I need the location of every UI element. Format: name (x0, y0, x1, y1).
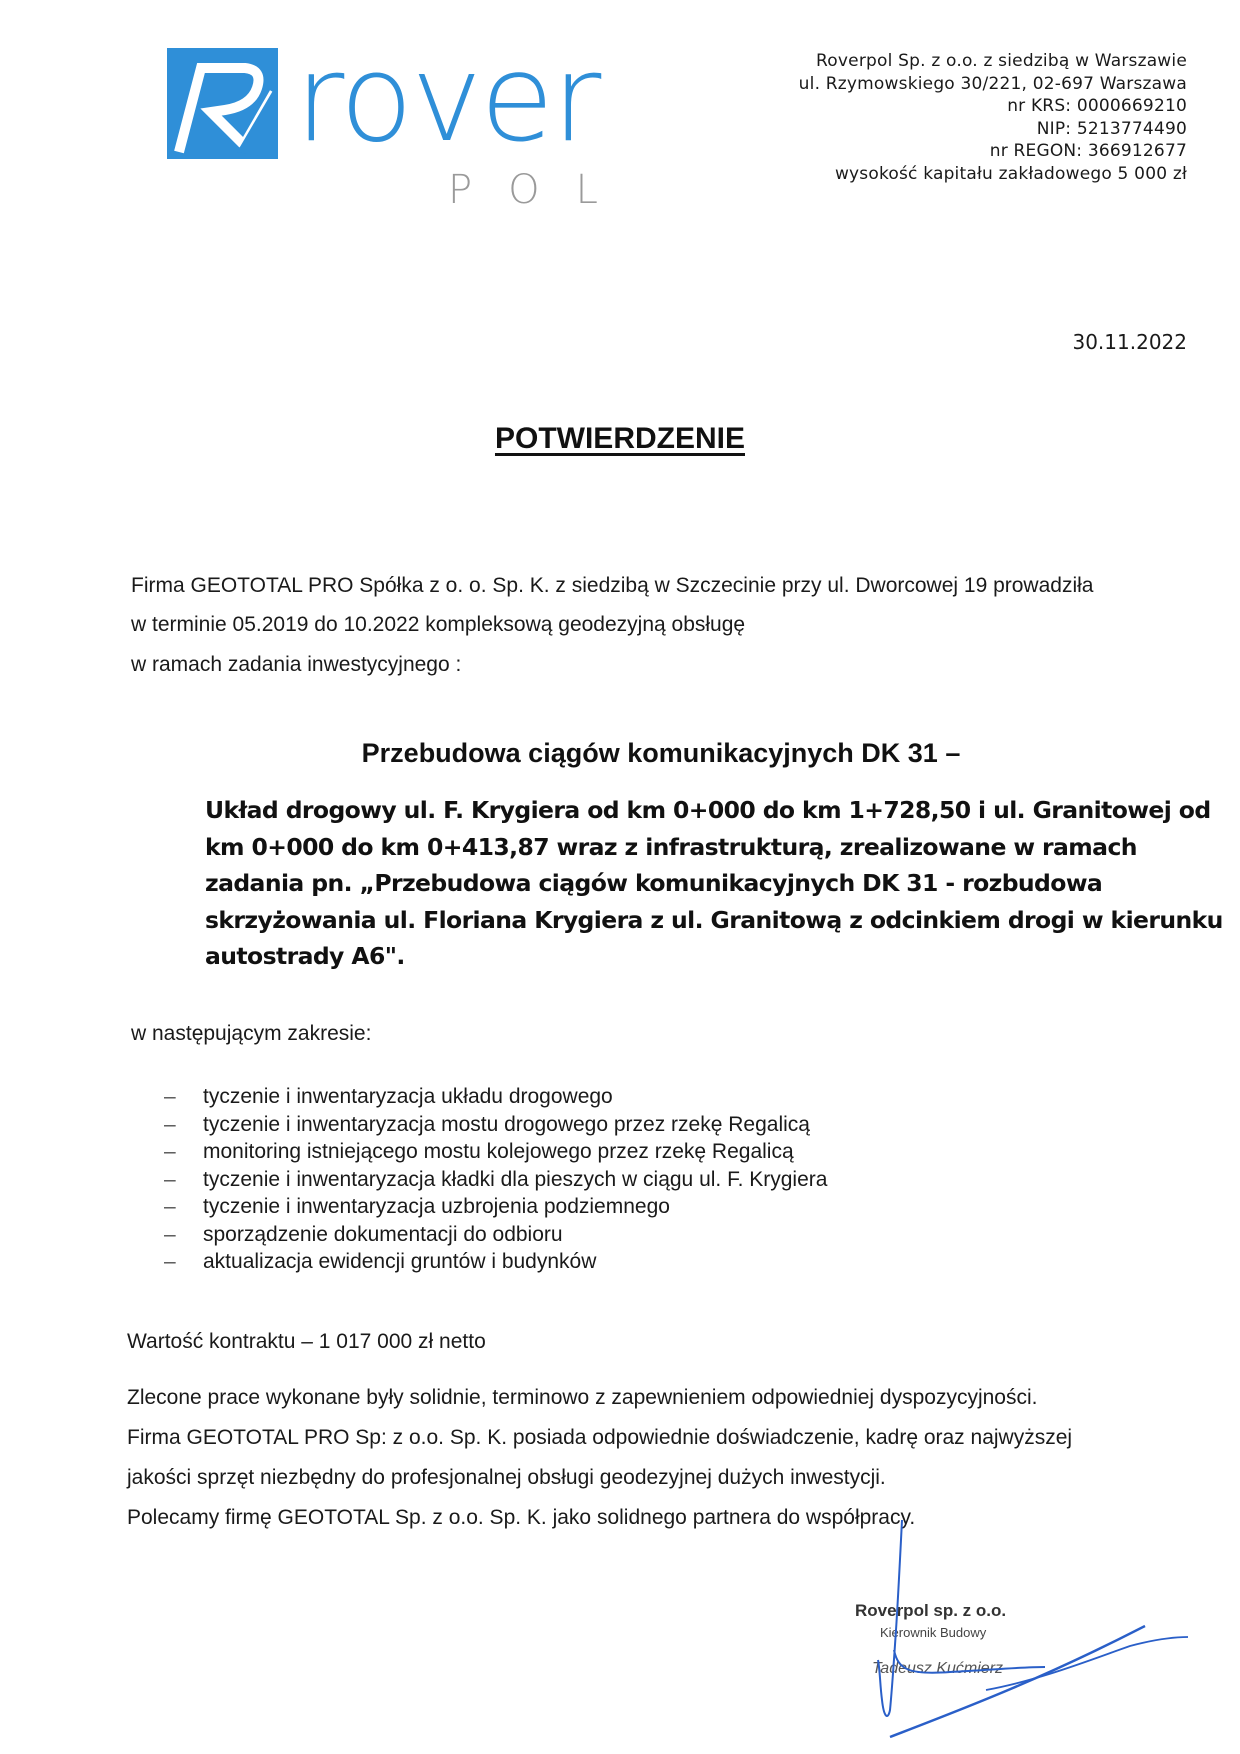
company-nip-line: NIP: 5213774490 (1036, 118, 1187, 139)
stamp-name: Tadeusz Kućmierz (872, 1660, 1004, 1677)
company-header (799, 50, 1187, 185)
logo-mark (167, 48, 278, 159)
dash-bullet-icon: – (164, 1140, 176, 1163)
intro-line-3: w ramach zadania inwestycyjnego : (131, 653, 462, 676)
project-desc-line: Układ drogowy ul. F. Krygiera od km 0+000 do km 1+728,50 i ul. Granitowej od (205, 796, 1211, 824)
company-krs-line: nr KRS: 0000669210 (1007, 96, 1187, 116)
project-desc-line: autostrady A6". (205, 942, 405, 970)
project-desc-line: km 0+000 do km 0+413,87 wraz z infrastrukturą, zrealizowane w ramach (205, 832, 1137, 861)
company-regon-line: nr REGON: 366912677 (989, 141, 1187, 161)
dash-bullet-icon: – (164, 1195, 176, 1218)
dash-bullet-icon: – (164, 1167, 176, 1191)
project-description (205, 792, 1223, 975)
document-date: 30.11.2022 (1072, 330, 1187, 354)
scope-label: w następującym zakresie: (131, 1022, 372, 1045)
dash-bullet-icon: – (164, 1250, 176, 1273)
project-desc-line: skrzyżowania ul. Floriana Krygiera z ul. Granitową z odcinkiem drogi w kierunku (205, 905, 1223, 934)
closing-line: Zlecone prace wykonane były solidnie, terminowo z zapewnieniem odpowiedniej dyspozycyjności. (127, 1386, 1038, 1409)
company-address-line: ul. Rzymowskiego 30/221, 02-697 Warszawa (798, 73, 1187, 94)
closing-line: jakości sprzęt niezbędny do profesjonalnej obsługi geodezyjnej dużych inwestycji. (127, 1466, 886, 1489)
company-name-line: Roverpol Sp. z o.o. z siedzibą w Warszawie (816, 51, 1187, 71)
dash-bullet-icon: – (164, 1222, 176, 1246)
project-desc-line: zadania pn. „Przebudowa ciągów komunikacyjnych DK 31 - rozbudowa (205, 869, 1103, 897)
contract-value: Wartość kontraktu – 1 017 000 zł netto (127, 1330, 486, 1353)
dash-bullet-icon: – (164, 1085, 176, 1108)
logo-subword: POL (448, 167, 634, 213)
project-heading: Przebudowa ciągów komunikacyjnych DK 31 – (361, 738, 961, 768)
intro-line-2: w terminie 05.2019 do 10.2022 kompleksową geodezyjną obsługę (131, 613, 746, 636)
company-capital-line: wysokość kapitału zakładowego 5 000 zł (834, 163, 1187, 184)
stamp-role: Kierownik Budowy (880, 1625, 987, 1640)
r-logo-icon (167, 48, 278, 159)
intro-line-1: Firma GEOTOTAL PRO Spółka z o. o. Sp. K. z siedzibą w Szczecinie przy ul. Dworcowej 19 prowadziła (131, 574, 1094, 597)
dash-bullet-icon: – (164, 1112, 176, 1136)
closing-line: Polecamy firmę GEOTOTAL Sp. z o.o. Sp. K. jako solidnego partnera do współpracy. (127, 1506, 916, 1529)
stamp-company: Roverpol sp. z o.o. (855, 1601, 1007, 1620)
closing-paragraph (127, 1378, 1072, 1538)
handwritten-signature-icon (840, 1520, 1200, 1754)
closing-line: Firma GEOTOTAL PRO Sp: z o.o. Sp. K. posiada odpowiednie doświadczenie, kadrę oraz najwyższej (127, 1426, 1073, 1449)
logo-wordmark: rover (295, 30, 600, 169)
document-title: POTWIERDZENIE (494, 422, 745, 455)
